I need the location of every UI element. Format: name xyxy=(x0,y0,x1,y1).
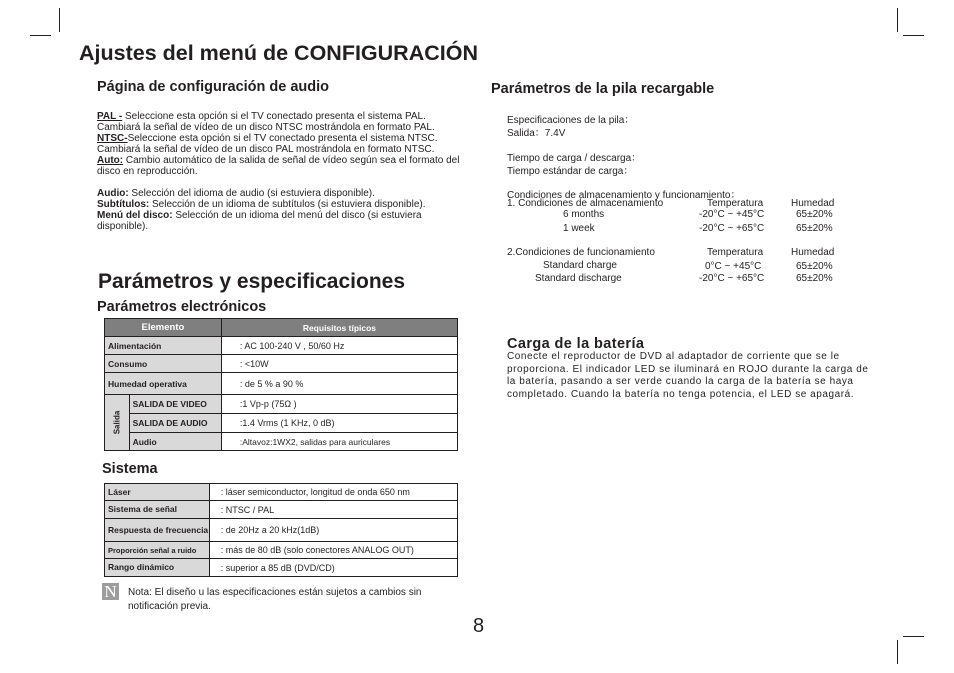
page-number: 8 xyxy=(473,615,485,637)
table-row-value: :1 Vp-p (75Ω ) xyxy=(221,395,457,414)
crop-mark xyxy=(903,35,924,36)
table-row-value: : de 5 % a 90 % xyxy=(221,373,457,395)
battery-charge-heading: Carga de la batería xyxy=(507,336,645,352)
table-row-value: :1.4 Vrms (1 KHz, 0 dB) xyxy=(221,414,457,433)
page-title: Ajustes del menú de CONFIGURACIÓN xyxy=(79,41,478,65)
table-row-label: Audio xyxy=(129,433,221,451)
system-heading: Sistema xyxy=(102,461,158,477)
table-row-value: : más de 80 dB (solo conectores ANALOG OUT) xyxy=(209,542,457,559)
audio-setup-heading: Página de configuración de audio xyxy=(97,79,330,95)
table-row-label: SALIDA DE AUDIO xyxy=(129,414,221,433)
table-row-label: Proporción señal a ruido xyxy=(105,542,210,559)
operation-row-hum: 65±20% xyxy=(796,261,833,272)
storage-row-hum: 65±20% xyxy=(796,209,833,220)
table-row-label: Humedad operativa xyxy=(105,373,222,395)
storage-row-temp: -20°C ~ +65°C xyxy=(699,223,765,234)
subtitles-option: Subtítulos: Selección de un idioma de subtítulos (si estuviera disponible). xyxy=(97,199,426,210)
table-row-value: : superior a 85 dB (DVD/CD) xyxy=(209,559,457,577)
table-row-value: : <10W xyxy=(221,355,457,373)
storage-title: 1. Condiciones de almacenamiento xyxy=(507,198,664,209)
storage-row-label: 6 months xyxy=(563,209,605,220)
system-table xyxy=(104,483,458,577)
table-row-label: SALIDA DE VIDEO xyxy=(129,395,221,414)
battery-output: Salida：7.4V xyxy=(507,128,566,139)
params-heading: Parámetros y especificaciones xyxy=(98,270,406,293)
note-icon: N xyxy=(102,583,119,600)
battery-spec-label: Especificaciones de la pila： xyxy=(507,115,635,126)
crop-mark xyxy=(30,35,51,36)
col-hum: Humedad xyxy=(791,247,835,258)
ntsc-option: NTSC-Seleccione esta opción si el TV conectado presenta el sistema NTSC. Cambiará la señal de vídeo de un disco PAL mostrándola en formato NTSC. xyxy=(97,133,438,155)
operation-row-hum: 65±20% xyxy=(796,273,833,284)
table-row-value: :Altavoz:1WX2, salidas para auriculares xyxy=(221,433,457,451)
battery-std-charge-time: Tiempo estándar de carga： xyxy=(507,166,634,177)
auto-option: Auto: Cambio automático de la salida de señal de vídeo según sea el formato del disco en reproducción. xyxy=(97,155,460,177)
battery-charge-time: Tiempo de carga / descarga： xyxy=(507,153,642,164)
table-row-value: : de 20Hz a 20 kHz(1dB) xyxy=(209,519,457,542)
disc-menu-option: Menú del disco: Selección de un idioma del menú del disco (si estuviera disponible). xyxy=(97,210,422,232)
table-row-value: : NTSC / PAL xyxy=(209,501,457,519)
crop-mark xyxy=(897,8,898,32)
audio-setup-text xyxy=(97,111,469,232)
operation-title: 2.Condiciones de funcionamiento xyxy=(507,247,655,258)
audio-option: Audio: Selección del idioma de audio (si estuviera disponible). xyxy=(97,188,375,199)
operation-row-temp: -20°C ~ +65°C xyxy=(699,273,765,284)
pal-option: PAL - Seleccione esta opción si el TV conectado presenta el sistema PAL. Cambiará la señal de vídeo de un disco NTSC mostrándola en formato PAL. xyxy=(97,111,435,133)
col-temp: Temperatura xyxy=(707,198,764,209)
storage-row-temp: -20°C ~ +45°C xyxy=(699,209,765,220)
crop-mark xyxy=(897,640,898,664)
table-row-label: Alimentación xyxy=(105,337,222,355)
table-row-label: Rango dinámico xyxy=(105,559,210,577)
table-row-label: Consumo xyxy=(105,355,222,373)
battery-charge-text: Conecte el reproductor de DVD al adaptador de corriente que se le proporciona. El indicador LED se iluminará en ROJO durante la carga de la batería, pasando a ser verde cuando la carga de la batería se haya completado. Cuando la batería no tenga potencia, el LED se apagará. xyxy=(507,351,869,400)
table-row-value: : AC 100-240 V , 50/60 Hz xyxy=(221,337,457,355)
table-row-value: : láser semiconductor, longitud de onda 650 nm xyxy=(209,484,457,501)
crop-mark xyxy=(59,8,60,32)
col-header-req: Requisitos típicos xyxy=(221,319,457,337)
battery-params-heading: Parámetros de la pila recargable xyxy=(491,81,715,97)
salida-group-label: Salida xyxy=(105,395,130,451)
table-row-label: Sistema de señal xyxy=(105,501,210,519)
col-temp: Temperatura xyxy=(707,247,764,258)
table-row-label: Respuesta de frecuencia xyxy=(105,519,210,542)
storage-row-label: 1 week xyxy=(563,223,595,234)
operation-row-label: Standard discharge xyxy=(535,273,622,284)
note-text: Nota: El diseño u las especificaciones están sujetos a cambios sin notificación previa. xyxy=(128,587,422,612)
electronic-table xyxy=(104,318,458,451)
electronic-heading: Parámetros electrónicos xyxy=(97,299,267,315)
crop-mark xyxy=(903,636,924,637)
operation-row-label: Standard charge xyxy=(543,260,617,271)
storage-row-hum: 65±20% xyxy=(796,223,833,234)
col-header-item: Elemento xyxy=(105,319,222,337)
operation-row-temp: 0°C ~ +45°C xyxy=(705,261,762,272)
table-row-label: Láser xyxy=(105,484,210,501)
battery-conditions: Condiciones de almacenamiento y funcionamiento： xyxy=(507,190,741,201)
col-hum: Humedad xyxy=(791,198,835,209)
